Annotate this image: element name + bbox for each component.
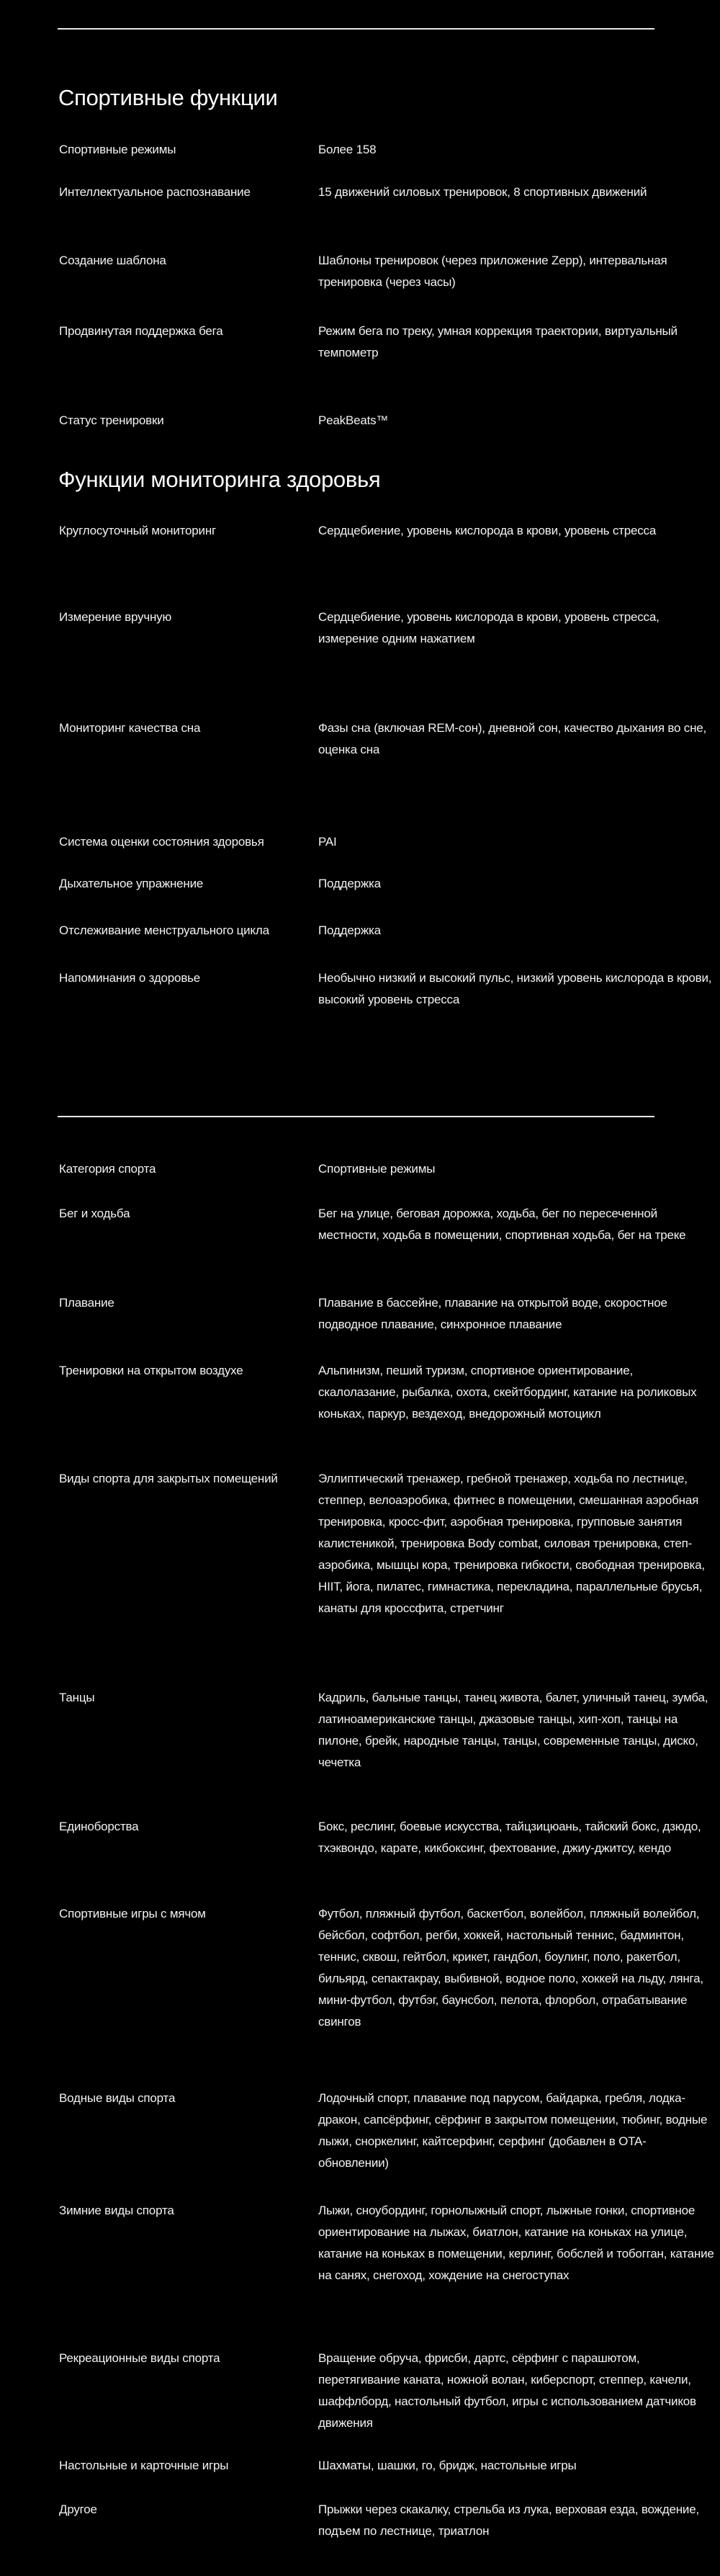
modes-value: Футбол, пляжный футбол, баскетбол, волейбол, пляжный волейбол, бейсбол, софтбол, регби, хоккей, настольный теннис, бадминтон, теннис, сквош, гейтбол, крикет, гандбол, боулинг, поло, ракетбол, бильярд, сепактакрау, выбивной, водное поло, хоккей на льду, лянга, мини-футбол, футбэг, баунсбол, пелота, флорбол, отрабатывание свингов: [318, 1907, 703, 2029]
spec-label: Мониторинг качества сна: [59, 721, 201, 735]
header-modes: Спортивные режимы: [318, 1162, 436, 1176]
spec-value: Сердцебиение, уровень кислорода в крови, уровень стресса: [318, 524, 657, 537]
spec-value: Необычно низкий и высокий пульс, низкий уровень кислорода в крови, высокий уровень стресса: [318, 971, 712, 1006]
category-label: Тренировки на открытом воздухе: [59, 1364, 243, 1377]
sport-features-title: Спортивные функции: [58, 85, 278, 110]
spec-label: Продвинутая поддержка бега: [59, 324, 223, 338]
divider-middle: [58, 1116, 654, 1117]
spec-label: Отслеживание менструального цикла: [59, 923, 269, 937]
spec-value: PeakBeats™: [318, 413, 389, 427]
spec-value: Шаблоны тренировок (через приложение Zepp), интервальная тренировка (через часы): [318, 254, 667, 289]
category-label: Танцы: [59, 1691, 95, 1704]
modes-value: Прыжки через скакалку, стрельба из лука, верховая езда, вождение, подъем по лестнице, триатлон: [318, 2503, 699, 2538]
category-label: Другое: [59, 2503, 97, 2516]
spec-value: 15 движений силовых тренировок, 8 спортивных движений: [318, 185, 647, 199]
spec-label: Дыхательное упражнение: [59, 877, 204, 890]
modes-value: Эллиптический тренажер, гребной тренажер, ходьба по лестнице, степпер, велоаэробика, фитнес в помещении, смешанная аэробная тренировка, кросс-фит, аэробная тренировка, групповые занятия калистеникой, тренировка Body combat, силовая тренировка, степ-аэробика, мышцы кора, тренировка гибкости, свободная тренировка, HIIT, йога, пилатес, гимнастика, перекладина, параллельные брусья, канаты для кроссфита, стретчинг: [318, 1472, 705, 1615]
modes-value: Лодочный спорт, плавание под парусом, байдарка, гребля, лодка-дракон, сапсёрфинг, сёрфинг в закрытом помещении, тюбинг, водные лыжи, сноркелинг, кайтсерфинг, серфинг (добавлен в OTA-обновлении): [318, 2091, 708, 2170]
spec-value: Поддержка: [318, 923, 381, 937]
modes-value: Шахматы, шашки, го, бридж, настольные игры: [318, 2459, 577, 2472]
spec-value: PAI: [318, 835, 337, 849]
spec-value: Более 158: [318, 143, 377, 156]
spec-label: Создание шаблона: [59, 254, 166, 267]
spec-label: Интеллектуальное распознавание: [59, 185, 251, 199]
category-label: Бег и ходьба: [59, 1207, 130, 1220]
modes-value: Бег на улице, беговая дорожка, ходьба, бег по пересеченной местности, ходьба в помещении, спортивная ходьба, бег на треке: [318, 1207, 686, 1242]
modes-value: Плавание в бассейне, плавание на открытой воде, скоростное подводное плавание, синхронное плавание: [318, 1296, 667, 1331]
category-label: Водные виды спорта: [59, 2091, 176, 2105]
modes-value: Вращение обруча, фрисби, дартс, сёрфинг с парашютом, перетягивание каната, ножной волан, киберспорт, степпер, качели, шаффлборд, настольный футбол, игры с использованием датчиков движения: [318, 2351, 696, 2430]
spec-value: Сердцебиение, уровень кислорода в крови, уровень стресса, измерение одним нажатием: [318, 610, 660, 645]
spec-label: Круглосуточный мониторинг: [59, 524, 217, 537]
category-label: Плавание: [59, 1296, 114, 1310]
spec-label: Напоминания о здоровье: [59, 971, 201, 985]
category-label: Виды спорта для закрытых помещений: [59, 1472, 278, 1485]
modes-value: Бокс, реслинг, боевые искусства, тайцзицюань, тайский бокс, дзюдо, тхэквондо, карате, кикбоксинг, фехтование, джиу-джитсу, кендо: [318, 1820, 701, 1855]
category-label: Настольные и карточные игры: [59, 2459, 229, 2472]
category-label: Рекреационные виды спорта: [59, 2351, 220, 2365]
health-features-title: Функции мониторинга здоровья: [58, 467, 381, 492]
spec-value: Фазы сна (включая REM-сон), дневной сон, качество дыхания во сне, оценка сна: [318, 721, 707, 756]
category-label: Единоборства: [59, 1820, 139, 1833]
spec-label: Измерение вручную: [59, 610, 172, 624]
modes-value: Лыжи, сноубординг, горнолыжный спорт, лыжные гонки, спортивное ориентирование на лыжах, биатлон, катание на коньках на улице, катание на коньках в помещении, керлинг, бобслей и тобогган, катание на санях, снегоход, хождение на снегоступах: [318, 2204, 714, 2282]
spec-label: Статус тренировки: [59, 413, 164, 427]
category-label: Спортивные игры с мячом: [59, 1907, 206, 1920]
category-label: Зимние виды спорта: [59, 2204, 174, 2217]
divider-top: [58, 28, 654, 30]
modes-value: Кадриль, бальные танцы, танец живота, балет, уличный танец, зумба, латиноамериканские танцы, джазовые танцы, хип-хоп, танцы на пилоне, брейк, народные танцы, танцы, современные танцы, диско, чечетка: [318, 1691, 708, 1769]
modes-value: Альпинизм, пеший туризм, спортивное ориентирование, скалолазание, рыбалка, охота, скейтбординг, катание на роликовых коньках, паркур, вездеход, внедорожный мотоцикл: [318, 1364, 697, 1421]
spec-value: Поддержка: [318, 877, 381, 890]
spec-label: Система оценки состояния здоровья: [59, 835, 264, 849]
header-category: Категория спорта: [59, 1162, 156, 1176]
spec-label: Спортивные режимы: [59, 143, 176, 156]
spec-value: Режим бега по треку, умная коррекция траектории, виртуальный темпометр: [318, 324, 678, 359]
